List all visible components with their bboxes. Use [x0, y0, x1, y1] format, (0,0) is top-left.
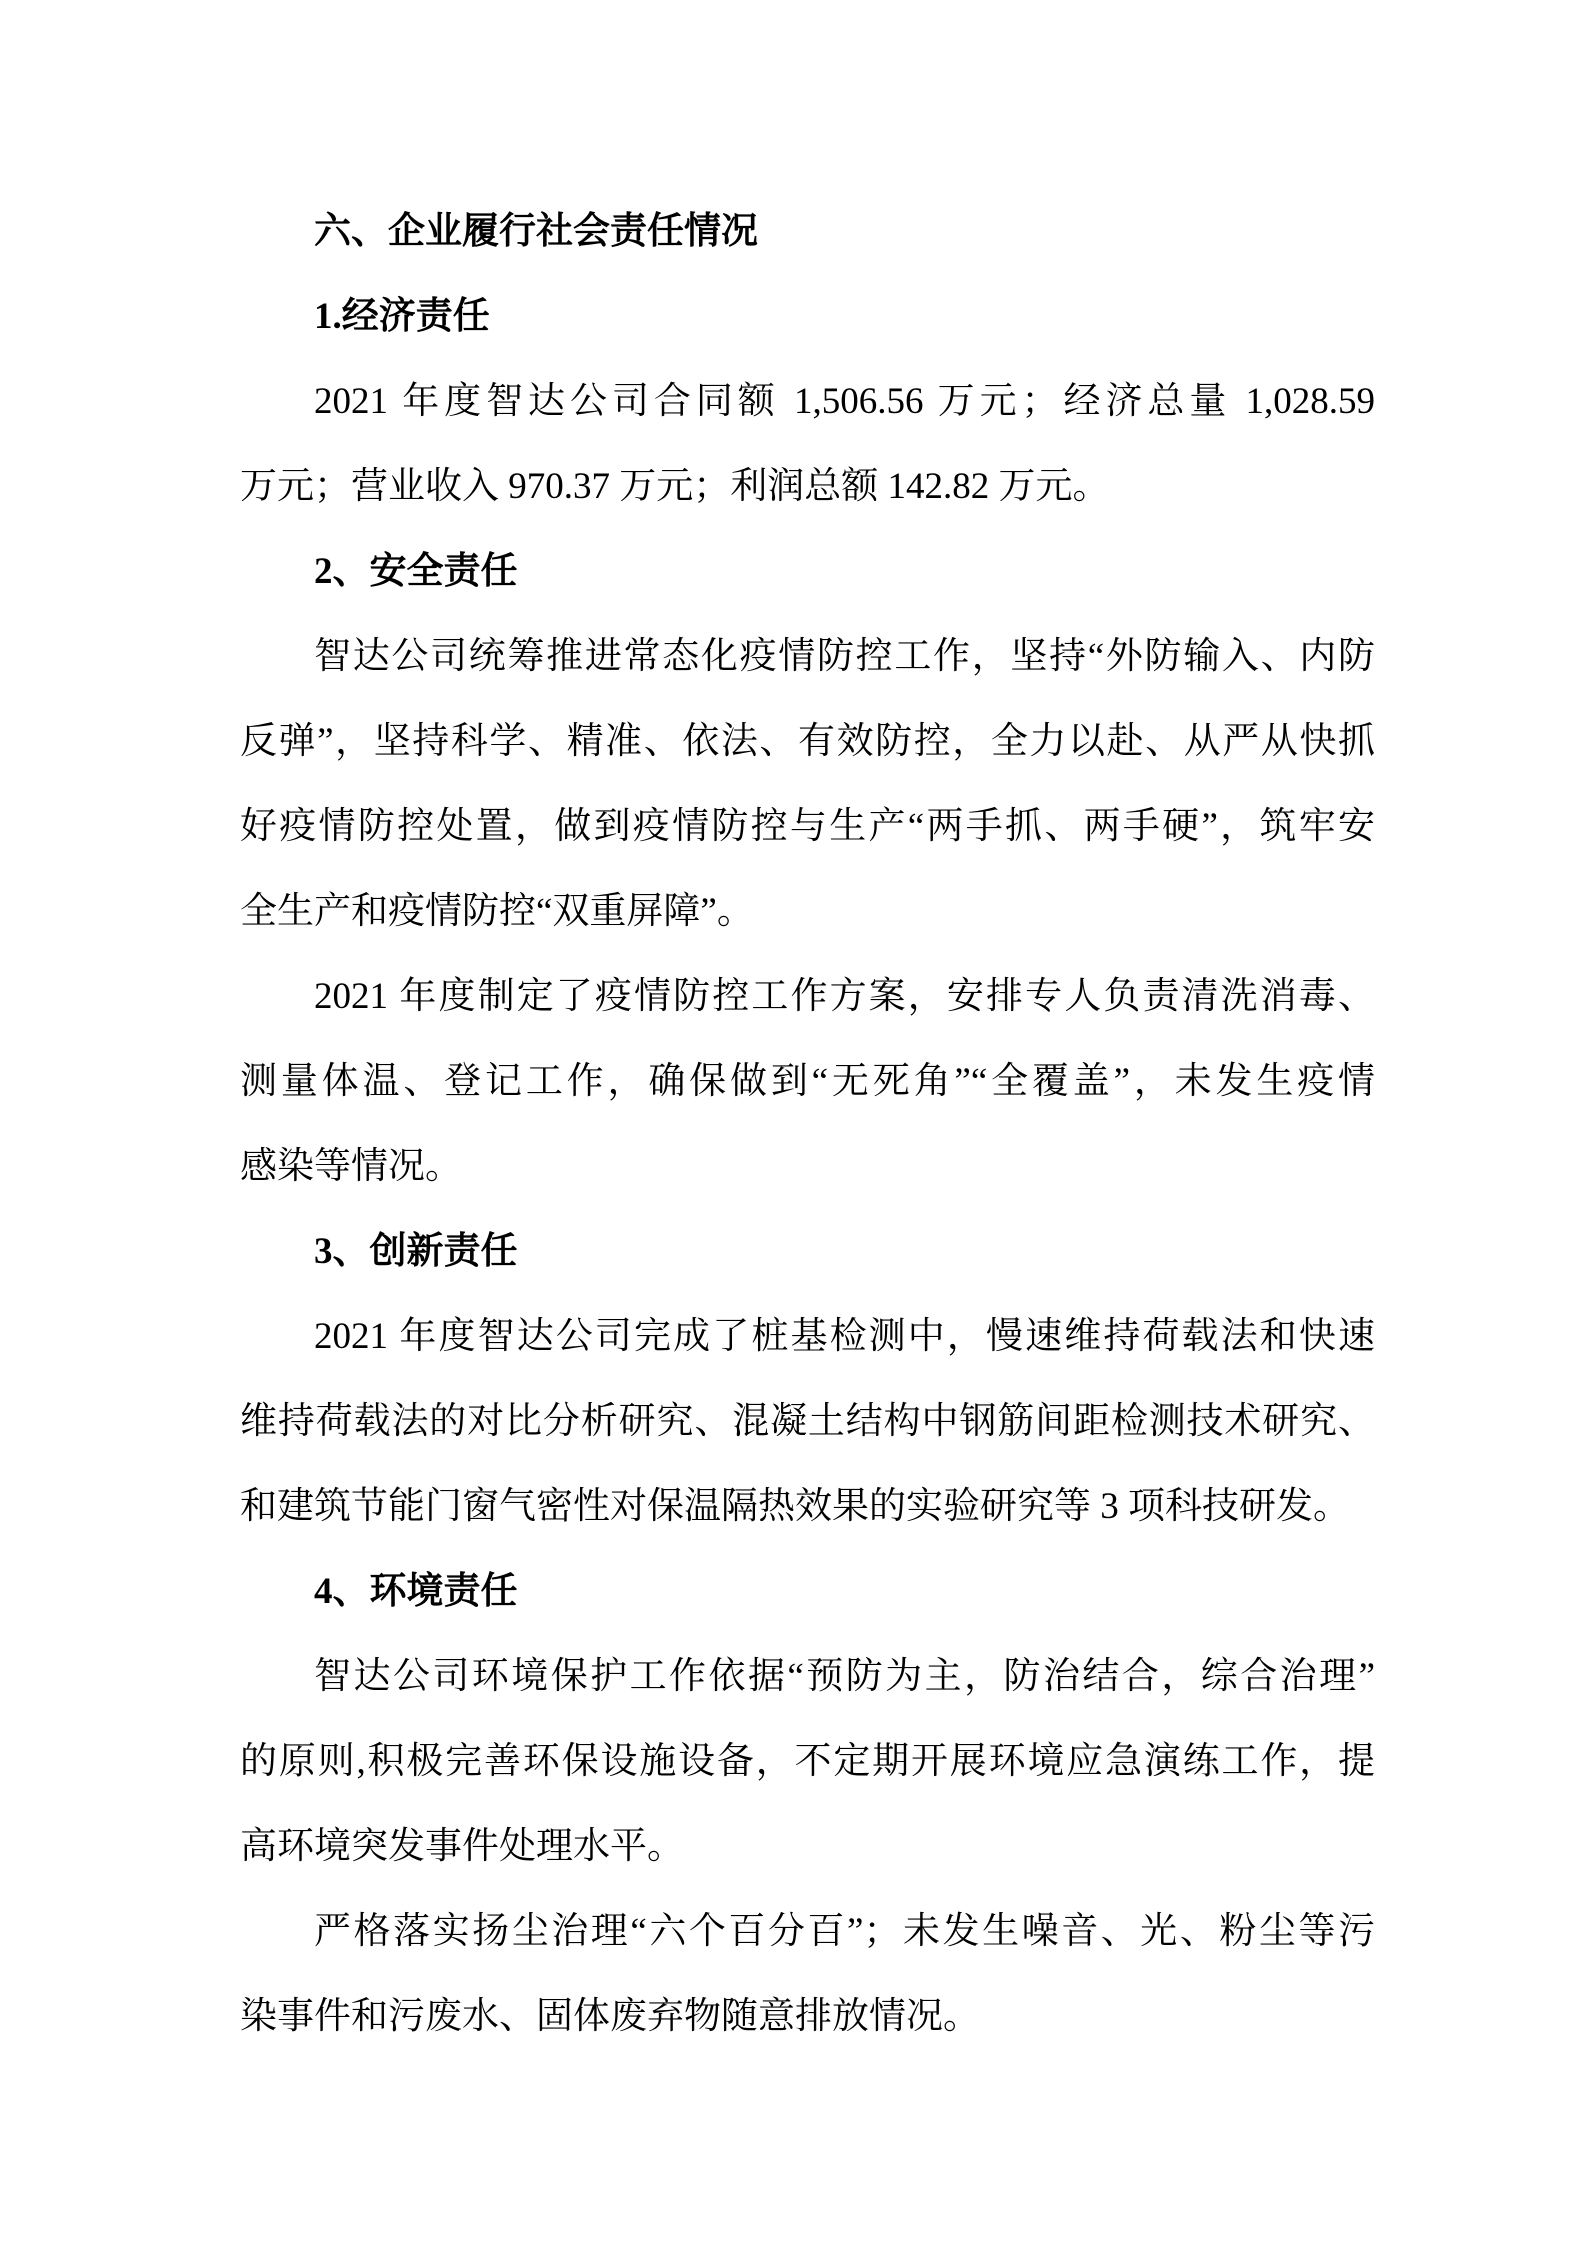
heading-line: 2、安全责任 — [314, 551, 518, 592]
section-heading — [240, 1549, 1375, 1634]
section-heading — [240, 274, 1375, 359]
section-heading — [240, 1209, 1375, 1294]
heading-line: 1.经济责任 — [314, 296, 490, 337]
paragraph — [240, 1634, 1375, 1889]
body-line: 2021 年度智达公司合同额 1,506.56 万元；经济总量 1,028.59 — [314, 381, 1375, 422]
paragraph — [240, 1889, 1375, 2059]
body-line: 维持荷载法的对比分析研究、混凝土结构中钢筋间距检测技术研究、 — [240, 1401, 1375, 1442]
heading-line: 3、创新责任 — [314, 1231, 518, 1272]
body-line: 高环境突发事件处理水平。 — [240, 1826, 684, 1867]
paragraph — [240, 954, 1375, 1209]
body-line: 好疫情防控处置，做到疫情防控与生产“两手抓、两手硬”，筑牢安 — [240, 806, 1375, 847]
body-line: 感染等情况。 — [240, 1146, 462, 1187]
body-line: 智达公司环境保护工作依据“预防为主，防治结合，综合治理” — [314, 1656, 1375, 1697]
body-line: 严格落实扬尘治理“六个百分百”；未发生噪音、光、粉尘等污 — [314, 1911, 1375, 1952]
body-line: 反弹”，坚持科学、精准、依法、有效防控，全力以赴、从严从快抓 — [240, 721, 1375, 762]
body-line: 2021 年度智达公司完成了桩基检测中，慢速维持荷载法和快速 — [314, 1316, 1375, 1357]
heading-line: 4、环境责任 — [314, 1571, 518, 1612]
body-line: 万元；营业收入 970.37 万元；利润总额 142.82 万元。 — [240, 466, 1110, 507]
body-line: 染事件和污废水、固体废弃物随意排放情况。 — [240, 1996, 980, 2037]
body-line: 测量体温、登记工作，确保做到“无死角”“全覆盖”，未发生疫情 — [240, 1061, 1375, 1102]
body-line: 全生产和疫情防控“双重屏障”。 — [240, 891, 754, 932]
body-line: 的原则,积极完善环保设施设备，不定期开展环境应急演练工作，提 — [240, 1741, 1375, 1782]
heading-line: 六、企业履行社会责任情况 — [314, 211, 758, 252]
paragraph — [240, 614, 1375, 954]
paragraph — [240, 1294, 1375, 1549]
body-line: 2021 年度制定了疫情防控工作方案，安排专人负责清洗消毒、 — [314, 976, 1375, 1017]
paragraph — [240, 359, 1375, 529]
section-heading — [240, 189, 1375, 274]
section-heading — [240, 529, 1375, 614]
body-line: 智达公司统筹推进常态化疫情防控工作，坚持“外防输入、内防 — [314, 636, 1375, 677]
body-line: 和建筑节能门窗气密性对保温隔热效果的实验研究等 3 项科技研发。 — [240, 1486, 1350, 1527]
